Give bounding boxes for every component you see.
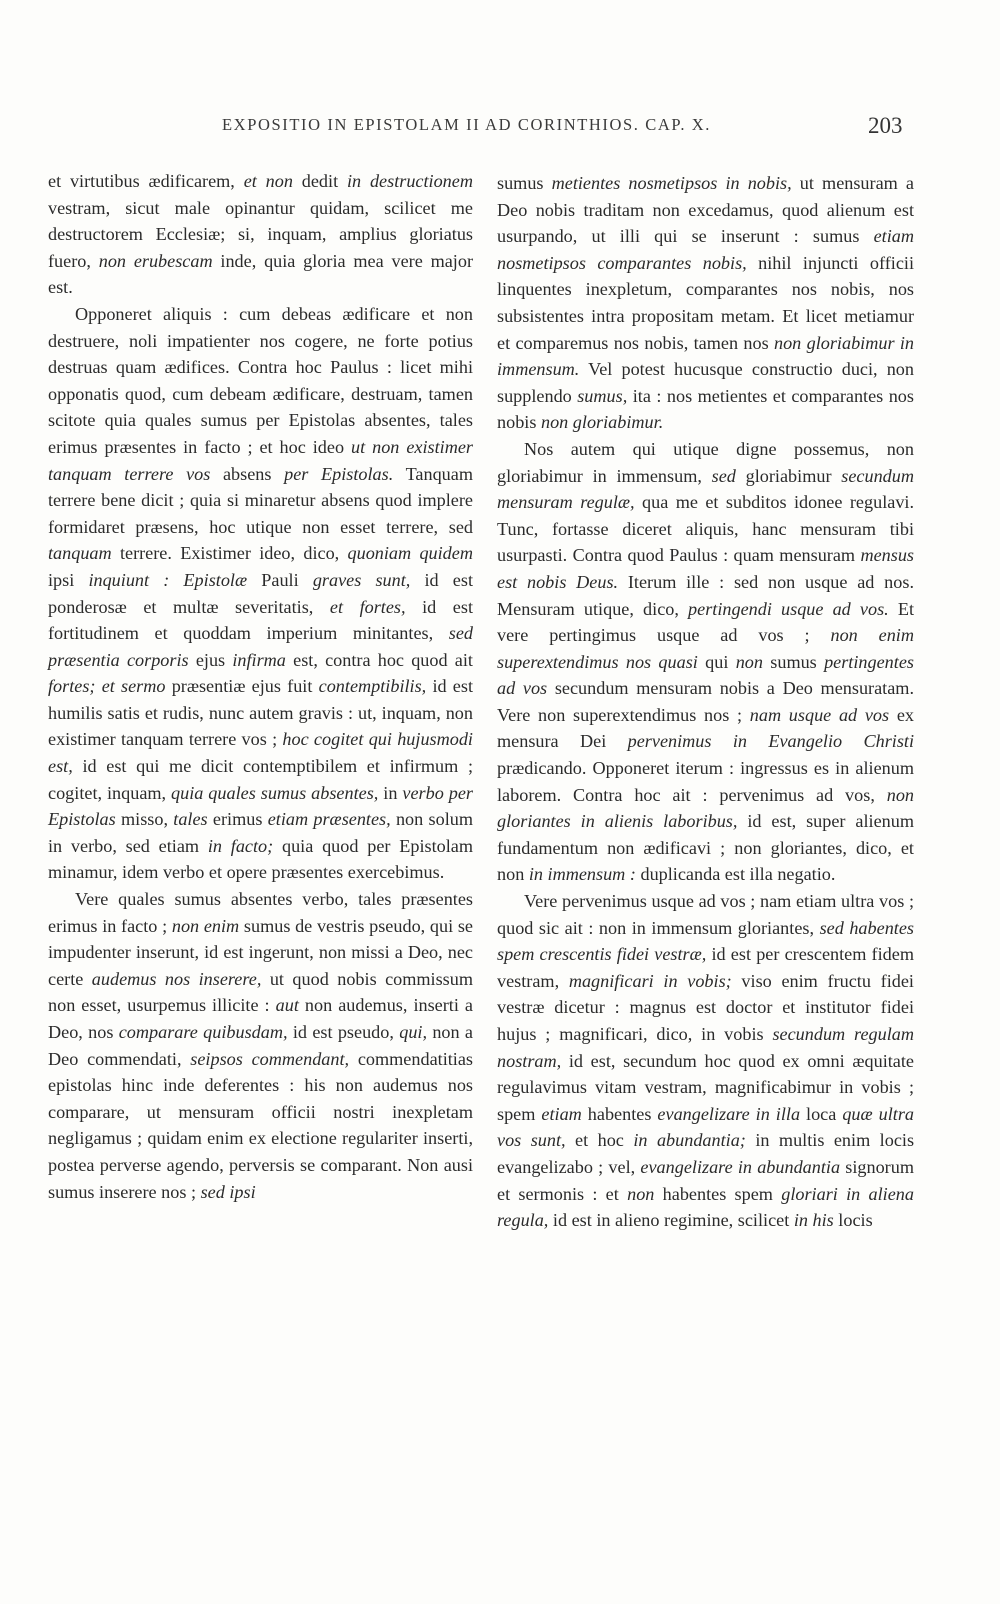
italic-run: inquiunt : Epistolæ [88, 569, 248, 590]
italic-run: secundum regulam nostram, [497, 1024, 914, 1071]
text-run: inde, quia gloria mea vere major est. [48, 250, 474, 298]
text-run: Opponeret aliquis : cum debeas ædificare et non destruere, noli impatienter nos cogere, ne forte potius destruas quam ædifices. Contra hoc Paulus : licet mihi opponatis quod, cum debeam ædificare, destruam, tamen scitote quia quales sumus per Epistolas absentes, tales erimus præsentes in facto ; et hoc ideo [48, 303, 473, 457]
italic-run: evangelizare in abundantia [640, 1156, 841, 1177]
text-run: signorum et sermonis : et [497, 1156, 914, 1204]
italic-run: etiam præsentes, [267, 809, 391, 830]
text-run: non audemus, inserti a Deo, nos [48, 995, 473, 1042]
page-number: 203 [868, 113, 903, 138]
italic-run: et fortes, [329, 596, 406, 617]
text-run: sumus [497, 173, 552, 193]
italic-run: in abundantia; [633, 1130, 746, 1151]
italic-run: aut [275, 995, 299, 1016]
italic-run: tanquam [48, 543, 112, 564]
italic-run: metientes nosmetipsos in nobis, [551, 173, 792, 193]
italic-run: in destructionem [346, 171, 473, 191]
italic-run: non erubescam [98, 250, 213, 271]
italic-run: sed habentes spem crescentis fidei vestræ, [497, 917, 914, 965]
text-run: absens [210, 463, 285, 484]
italic-run: sed [711, 465, 736, 486]
text-run: id est pseudo, [287, 1022, 400, 1042]
text-run: id est, super alienum fundamentum non ædificavi ; non gloriantes, dico, et non [497, 811, 914, 885]
paragraph [48, 886, 473, 1205]
text-run: dedit [292, 171, 347, 191]
text-run: habentes spem [654, 1183, 782, 1204]
italic-run: non gloriabimur in immensum. [497, 332, 914, 380]
italic-run: quia quales sumus absentes, [171, 782, 379, 803]
italic-run: in facto; [207, 835, 274, 856]
text-run: in multis enim locis evangelizabo ; vel, [497, 1130, 915, 1177]
text-run: nihil injuncti officii linquentes inexpletum, comparantes nos nobis, nos subsistentes intra propositam metam. Et licet metiamur et comparemus nos nobis, tamen nos [497, 252, 915, 353]
running-head [0, 113, 1000, 143]
italic-run: infirma [232, 649, 286, 670]
italic-run: non enim [171, 915, 240, 936]
paragraph [497, 436, 914, 888]
italic-run: mensus est nobis Deus. [497, 545, 914, 592]
text-run: Iterum ille : sed non usque ad nos. Mensuram utique, dico, [497, 571, 914, 619]
left-column [48, 168, 473, 1205]
text-run: id est fortitudinem et quoddam imperium minitantes, [48, 596, 473, 644]
text-run: Pauli [247, 569, 313, 590]
text-run: vestram, sicut male opinantur quidam, scilicet me destructorem Ecclesiæ; si, inquam, amplius gloriatus fuero, [48, 197, 473, 271]
text-run: et hoc [565, 1130, 634, 1151]
text-run: locis [833, 1210, 873, 1231]
italic-run: non gloriabimur. [540, 412, 664, 433]
italic-run: hoc cogitet qui hujusmodi est, [48, 729, 473, 777]
text-run: duplicanda est illa negatio. [635, 864, 836, 885]
text-run: quia quod per Epistolam minamur, idem verbo et opere præsentes exercebimus. [48, 835, 473, 883]
text-run: præsentiæ ejus fuit [165, 676, 319, 697]
text-run: ita : nos metientes et comparantes nos nobis [497, 385, 914, 433]
text-run: Et vere pertingimus usque ad vos ; [497, 598, 914, 646]
italic-run: tales [173, 809, 208, 830]
text-run: et virtutibus ædificarem, [48, 171, 244, 191]
text-run: Vere pervenimus usque ad vos ; nam etiam ultra vos ; quod sic ait : non in immensum gloriantes, [497, 891, 914, 938]
italic-run: pertingendi usque ad vos. [688, 598, 889, 619]
paragraph [497, 170, 914, 436]
text-run: commendatitias epistolas hinc inde deferentes : his non audemus nos comparare, ut mensuram officii nostri inexpletam negligamus ; quidam enim ex electione regulariter inserti, postea perverse agendo, perversis se comparant. Non ausi sumus inserere nos ; [48, 1048, 473, 1202]
right-column [497, 170, 914, 1234]
italic-run: nam usque ad vos [749, 704, 890, 725]
text-run: misso, [115, 809, 174, 830]
italic-run: per Epistolas. [284, 463, 394, 484]
italic-run: verbo per Epistolas [48, 782, 474, 830]
text-run: terrere. Existimer ideo, dico, [111, 543, 348, 564]
italic-run: quæ ultra vos sunt, [497, 1103, 914, 1151]
italic-run: contemptibilis, [318, 676, 427, 697]
text-run: viso enim fructu fidei vestræ dicetur : magnus est doctor et institutor fidei hujus ; magnificari, dico, in vobis [497, 970, 914, 1044]
text-run: est, contra hoc quod ait [285, 649, 473, 670]
italic-run: graves sunt, [312, 569, 411, 590]
italic-run: secundum mensuram regulæ, [497, 465, 914, 513]
text-run: id est per crescentem fidem vestram, [497, 944, 914, 991]
text-run: habentes [581, 1103, 658, 1124]
text-run: ut quod nobis commissum non esset, usurpemus illicite : [48, 968, 474, 1016]
italic-run: in immensum : [528, 864, 636, 885]
text-run: qui [697, 651, 736, 672]
text-run: in [378, 782, 403, 803]
italic-run: gloriari in aliena regula, [497, 1183, 914, 1231]
text-run: non a Deo commendati, [48, 1022, 473, 1069]
italic-run: sumus, [577, 385, 628, 406]
text-run: id est, secundum hoc quod ex omni æquitate regulavimus vitam vestram, magnificabimur in vobis ; spem [497, 1050, 914, 1124]
paragraph [48, 168, 473, 301]
italic-run: etiam [541, 1103, 582, 1124]
running-head-title: EXPOSITIO IN EPISTOLAM II AD CORINTHIOS. CAP. X. [222, 115, 712, 134]
text-run: id est qui me dicit contemptibilem et infirmum ; cogitet, inquam, [48, 756, 473, 803]
italic-run: ut non existimer tanquam terrere vos [48, 436, 473, 484]
text-run: prædicando. Opponeret iterum : ingressus es in alienum laborem. Contra hoc ait : pervenimus ad vos, [497, 758, 914, 805]
italic-run: et non [243, 171, 293, 191]
italic-run: quoniam quidem [347, 543, 473, 564]
italic-run: non [627, 1183, 655, 1204]
text-run: Tanquam terrere bene dicit ; quia si minaretur absens quod implere formidaret præsens, hoc utique non esset terrere, sed [48, 463, 473, 537]
italic-run: magnificari in vobis; [568, 970, 732, 991]
text-run: id est in alieno regimine, scilicet [548, 1210, 794, 1231]
text-run: Vere quales sumus absentes verbo, tales præsentes erimus in facto ; [48, 889, 473, 936]
italic-run: non enim superextendimus nos quasi [497, 625, 914, 672]
text-run: id est humilis satis et rudis, nunc autem gravis : ut, inquam, non existimer tanquam terrere vos ; [48, 676, 473, 750]
text-run: sumus de vestris pseudo, qui se impudenter inserunt, id est ingerunt, non missi a Deo, nec certe [48, 915, 474, 989]
text-run: id est ponderosæ et multæ severitatis, [48, 569, 473, 617]
text-run: ipsi [48, 569, 89, 590]
text-run: qua me et subditos idonee regulavi. Tunc, fortasse diceret aliquis, hanc mensuram tibi usurpasti. Contra quod Paulus : quam mensuram [497, 492, 915, 566]
text-run: erimus [207, 809, 268, 830]
italic-run: seipsos commendant, [190, 1048, 350, 1069]
text-run: ejus [188, 649, 233, 670]
italic-run: audemus nos inserere, [91, 968, 262, 989]
italic-run: comparare quibusdam, [118, 1022, 288, 1042]
italic-run: etiam nosmetipsos comparantes nobis, [497, 226, 914, 273]
italic-run: sed præsentia corporis [48, 623, 473, 670]
paragraph [497, 888, 914, 1234]
text-run: ex mensura Dei [497, 704, 914, 752]
text-run: gloriabimur [735, 465, 842, 486]
italic-run: sed ipsi [200, 1181, 256, 1202]
text-run: Nos autem qui utique digne possemus, non gloriabimur in immensum, [497, 438, 914, 486]
text-run: sumus [762, 651, 825, 672]
paragraph [48, 301, 473, 886]
italic-run: qui, [399, 1022, 428, 1042]
italic-run: pervenimus in Evangelio Christi [627, 731, 915, 752]
italic-run: fortes; et sermo [48, 676, 166, 697]
italic-run: evangelizare in illa [657, 1103, 801, 1124]
italic-run: non [735, 651, 763, 672]
italic-run: non gloriantes in alienis laboribus, [497, 784, 914, 832]
text-run: loca [800, 1103, 843, 1124]
text-run: non solum in verbo, sed etiam [48, 809, 473, 856]
text-run: secundum mensuram nobis a Deo mensuratam. Vere non superextendimus nos ; [497, 678, 914, 725]
italic-run: pertingentes ad vos [497, 651, 914, 699]
italic-run: in his [793, 1210, 834, 1231]
text-run: ut mensuram a Deo nobis traditam non excedamus, quod alienum est usurpando, ut illi qui se inserunt : sumus [497, 173, 914, 247]
text-run: Vel potest hucusque constructio duci, non supplendo [497, 359, 914, 406]
